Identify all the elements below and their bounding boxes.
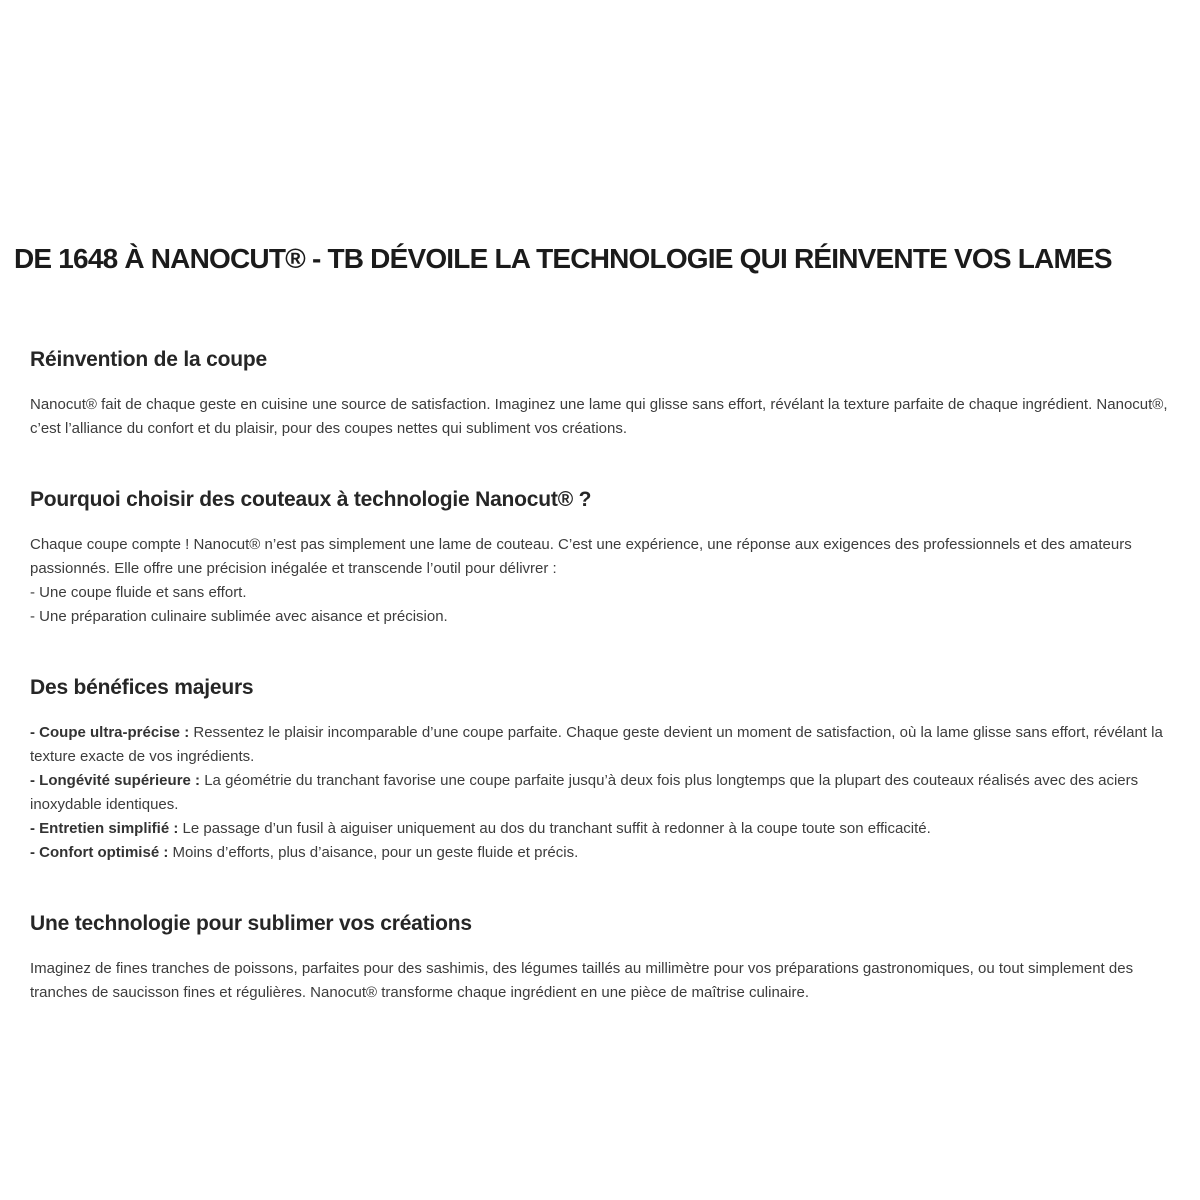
bullet-item bbox=[30, 721, 1186, 769]
bullet-item bbox=[30, 841, 1186, 865]
section-reinvention-de-la-coupe bbox=[30, 347, 1186, 441]
bullet-item: - Une coupe fluide et sans effort. bbox=[30, 584, 247, 601]
section-benefices-majeurs bbox=[30, 675, 1186, 865]
bullet-lead: - Entretien simplifié : bbox=[30, 820, 179, 837]
bullet-text: Moins d’efforts, plus d’aisance, pour un geste fluide et précis. bbox=[168, 844, 579, 861]
bullet-item bbox=[30, 769, 1186, 817]
bullet-item bbox=[30, 817, 1186, 841]
page-title: DE 1648 À NANOCUT® - TB DÉVOILE LA TECHNOLOGIE QUI RÉINVENTE VOS LAMES bbox=[14, 243, 1112, 274]
bullet-lead: - Confort optimisé : bbox=[30, 844, 169, 861]
bullet-text: La géométrie du tranchant favorise une coupe parfaite jusqu’à deux fois plus longtemps que la plupart des couteaux réalisés avec des aciers inoxydable identiques. bbox=[30, 772, 1139, 813]
bullet-text: Ressentez le plaisir incomparable d’une coupe parfaite. Chaque geste devient un moment de satisfaction, où la lame glisse sans effort, révélant la texture exacte de vos ingrédients. bbox=[30, 724, 1163, 765]
section-heading-benefices: Des bénéfices majeurs bbox=[30, 676, 254, 699]
section-technologie-sublimer bbox=[30, 911, 1186, 1005]
bullet-item: - Une préparation culinaire sublimée avec aisance et précision. bbox=[30, 608, 448, 625]
bullet-lead: - Longévité supérieure : bbox=[30, 772, 201, 789]
section-heading-reinvention: Réinvention de la coupe bbox=[30, 348, 267, 371]
section-pourquoi-choisir bbox=[30, 487, 1186, 629]
bullet-lead: - Coupe ultra-précise : bbox=[30, 724, 190, 741]
section-paragraph: Imaginez de fines tranches de poissons, parfaites pour des sashimis, des légumes taillés au millimètre pour vos préparations gastronomiques, ou tout simplement des tranches de saucisson fines et régulières. Nanocut® transforme chaque ingrédient en une pièce de maîtrise culinaire. bbox=[30, 960, 1134, 1001]
section-heading-pourquoi: Pourquoi choisir des couteaux à technologie Nanocut® ? bbox=[30, 488, 592, 511]
section-paragraph: Nanocut® fait de chaque geste en cuisine une source de satisfaction. Imaginez une lame qui glisse sans effort, révélant la texture parfaite de chaque ingrédient. Nanocut®, c’est l’alliance du confort et du plaisir, pour des coupes nettes qui subliment vos créations. bbox=[30, 396, 1168, 437]
bullet-text: Le passage d’un fusil à aiguiser uniquement au dos du tranchant suffit à redonner à la coupe toute son efficacité. bbox=[178, 820, 931, 837]
section-heading-technologie: Une technologie pour sublimer vos créations bbox=[30, 912, 472, 935]
section-paragraph: Chaque coupe compte ! Nanocut® n’est pas simplement une lame de couteau. C’est une expérience, une réponse aux exigences des professionnels et des amateurs passionnés. Elle offre une précision inégalée et transcende l’outil pour délivrer : bbox=[30, 536, 1132, 577]
